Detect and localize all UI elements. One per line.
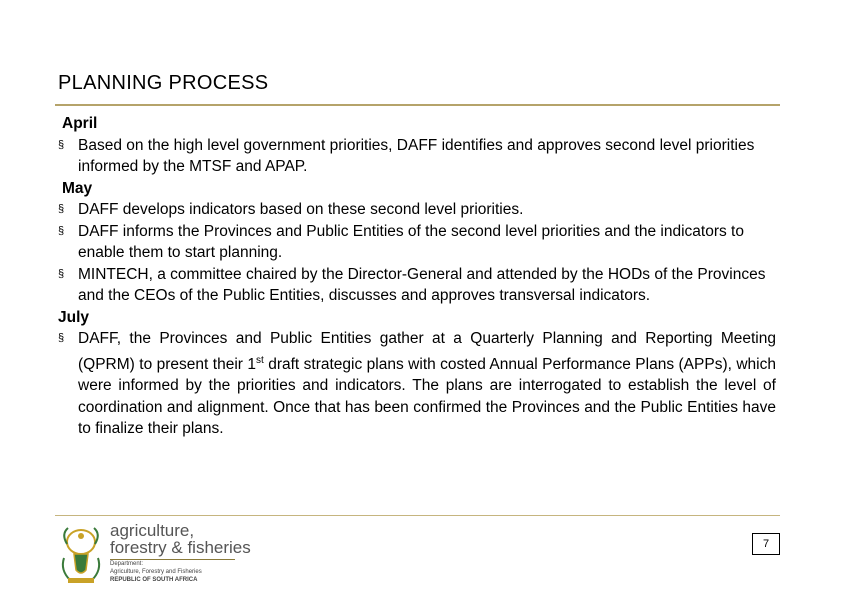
list-item <box>58 264 776 307</box>
bullet-text-part: DAFF, the Provinces and Public Entities gather at a Quarterly Planning and Reporting Meeting (QPRM) to present their 1 <box>78 330 776 373</box>
page-number: 7 <box>752 533 780 555</box>
bullet-text: MINTECH, a committee chaired by the Director-General and attended by the HODs of the Provinces and the CEOs of the Public Entities, discusses and approves transversal indicators. <box>78 265 766 304</box>
logo-text-line2: forestry & fisheries <box>110 538 251 557</box>
list-item <box>58 328 776 440</box>
month-heading-april: April <box>62 115 98 132</box>
bullet-icon: § <box>58 224 65 237</box>
title-divider <box>55 104 780 106</box>
slide-body <box>58 113 776 440</box>
bullet-icon: § <box>58 267 65 280</box>
bullet-icon: § <box>58 332 65 344</box>
list-item <box>58 221 776 264</box>
list-item <box>58 135 776 178</box>
bullet-text-part: draft strategic plans with costed Annual Performance Plans (APPs), which were informed by the priorities and indicators. The plans are interrogated to establish the level of coordination and alignment. Once that has been confirmed the Provinces and the Public Entities have to finalize their plans. <box>78 355 776 438</box>
month-heading-july: July <box>58 308 90 326</box>
bullet-text: Based on the high level government priorities, DAFF identifies and approves second level priorities informed by the MTSF and APAP. <box>78 136 755 175</box>
ordinal-superscript: st <box>255 354 264 366</box>
logo-country: REPUBLIC OF SOUTH AFRICA <box>110 577 198 583</box>
logo-text-line1: agriculture, <box>110 521 195 540</box>
bullet-icon: § <box>58 138 65 151</box>
logo-divider <box>110 559 235 560</box>
coat-of-arms-icon <box>56 524 106 586</box>
logo-dept-name: Agriculture, Forestry and Fisheries <box>110 569 202 575</box>
logo-dept-label: Department: <box>110 561 144 567</box>
bullet-icon: § <box>58 203 65 215</box>
list-item <box>58 199 776 221</box>
slide-title: PLANNING PROCESS <box>58 72 269 94</box>
footer-divider <box>55 515 780 516</box>
month-heading-may: May <box>62 179 93 197</box>
bullet-text: DAFF informs the Provinces and Public Entities of the second level priorities and the indicators to enable them to start planning. <box>78 222 744 261</box>
bullet-text: DAFF develops indicators based on these second level priorities. <box>78 201 524 218</box>
